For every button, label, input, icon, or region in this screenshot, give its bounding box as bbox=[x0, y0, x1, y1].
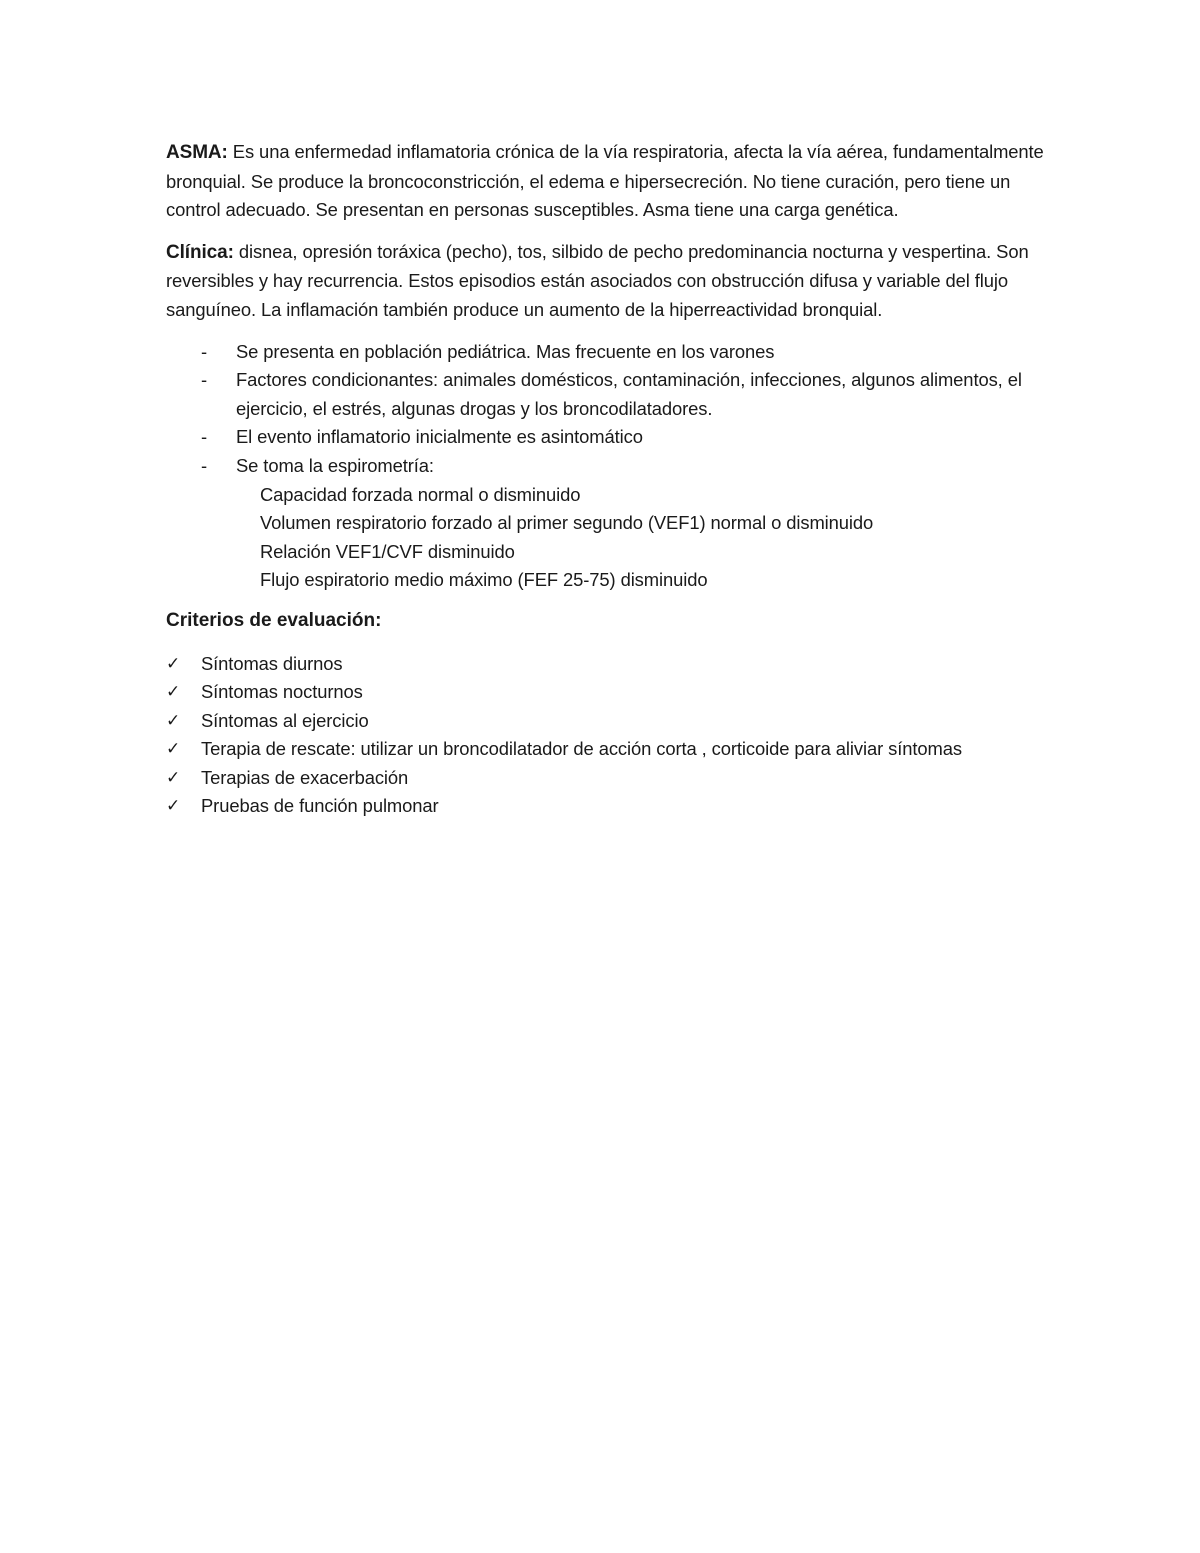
checklist-item-text: Síntomas al ejercicio bbox=[201, 709, 369, 731]
clinica-paragraph bbox=[166, 238, 1046, 325]
list-item-text: Se presenta en población pediátrica. Mas frecuente en los varones bbox=[236, 340, 775, 362]
checklist-item-text: Síntomas nocturnos bbox=[201, 681, 363, 703]
checkmark-icon: ✓ bbox=[166, 682, 181, 703]
checklist-item-text: Terapia de rescate: utilizar un broncodilatador de acción corta , corticoide para aliviar síntomas bbox=[201, 738, 962, 760]
list-item-text: Se toma la espirometría: bbox=[236, 454, 434, 476]
checklist-item-text: Pruebas de función pulmonar bbox=[201, 795, 439, 817]
criterios-list bbox=[166, 650, 1046, 822]
sub-list-item: Capacidad forzada normal o disminuido bbox=[260, 483, 581, 505]
checklist-item-text: Síntomas diurnos bbox=[201, 652, 343, 674]
checklist-item bbox=[166, 792, 1046, 821]
checklist-item-text: Terapias de exacerbación bbox=[201, 766, 409, 788]
asma-paragraph bbox=[166, 138, 1046, 225]
checkmark-icon: ✓ bbox=[166, 767, 181, 788]
clinica-term: Clínica: bbox=[166, 241, 234, 263]
dash-marker: - bbox=[201, 426, 208, 448]
list-item bbox=[166, 366, 1046, 423]
dash-marker: - bbox=[201, 369, 208, 391]
sub-list-item: Flujo espiratorio medio máximo (FEF 25-75) disminuido bbox=[260, 569, 708, 591]
asma-term: ASMA: bbox=[166, 142, 228, 163]
checkmark-icon: ✓ bbox=[166, 796, 181, 817]
list-item-text: Factores condicionantes: animales domésticos, contaminación, infecciones, algunos alimentos, el ejercicio, el estrés, algunas drogas y los broncodilatadores. bbox=[236, 369, 1022, 419]
document-page bbox=[166, 138, 1046, 821]
list-item bbox=[166, 423, 1046, 452]
features-list bbox=[166, 338, 1046, 595]
dash-marker: - bbox=[201, 454, 208, 476]
asma-definition: Es una enfermedad inflamatoria crónica de la vía respiratoria, afecta la vía aérea, fundamentalmente bronquial. Se produce la broncoconstricción, el edema e hipersecreción. No tiene curación, pero tiene un control adecuado. Se presentan en personas susceptibles. Asma tiene una carga genética. bbox=[166, 141, 1044, 221]
list-item-text: El evento inflamatorio inicialmente es asintomático bbox=[236, 426, 643, 448]
checklist-item bbox=[166, 735, 1046, 764]
checkmark-icon: ✓ bbox=[166, 739, 181, 760]
criterios-heading: Criterios de evaluación: bbox=[166, 609, 382, 631]
checkmark-icon: ✓ bbox=[166, 653, 181, 674]
checklist-item bbox=[166, 678, 1046, 707]
sub-list-item: Relación VEF1/CVF disminuido bbox=[260, 540, 515, 562]
sub-list-item: Volumen respiratorio forzado al primer segundo (VEF1) normal o disminuido bbox=[260, 512, 874, 534]
checklist-item bbox=[166, 764, 1046, 793]
checkmark-icon: ✓ bbox=[166, 710, 181, 731]
list-item bbox=[166, 452, 1046, 595]
dash-marker: - bbox=[201, 340, 208, 362]
clinica-description: disnea, opresión toráxica (pecho), tos, silbido de pecho predominancia nocturna y vespertina. Son reversibles y hay recurrencia. Estos episodios están asociados con obstrucción difusa y variable del flujo sanguíneo. La inflamación también produce un aumento de la hiperreactividad bronquial. bbox=[166, 240, 1029, 320]
list-item bbox=[166, 338, 1046, 367]
checklist-item bbox=[166, 707, 1046, 736]
espirometria-list bbox=[236, 481, 1046, 595]
checklist-item bbox=[166, 650, 1046, 679]
